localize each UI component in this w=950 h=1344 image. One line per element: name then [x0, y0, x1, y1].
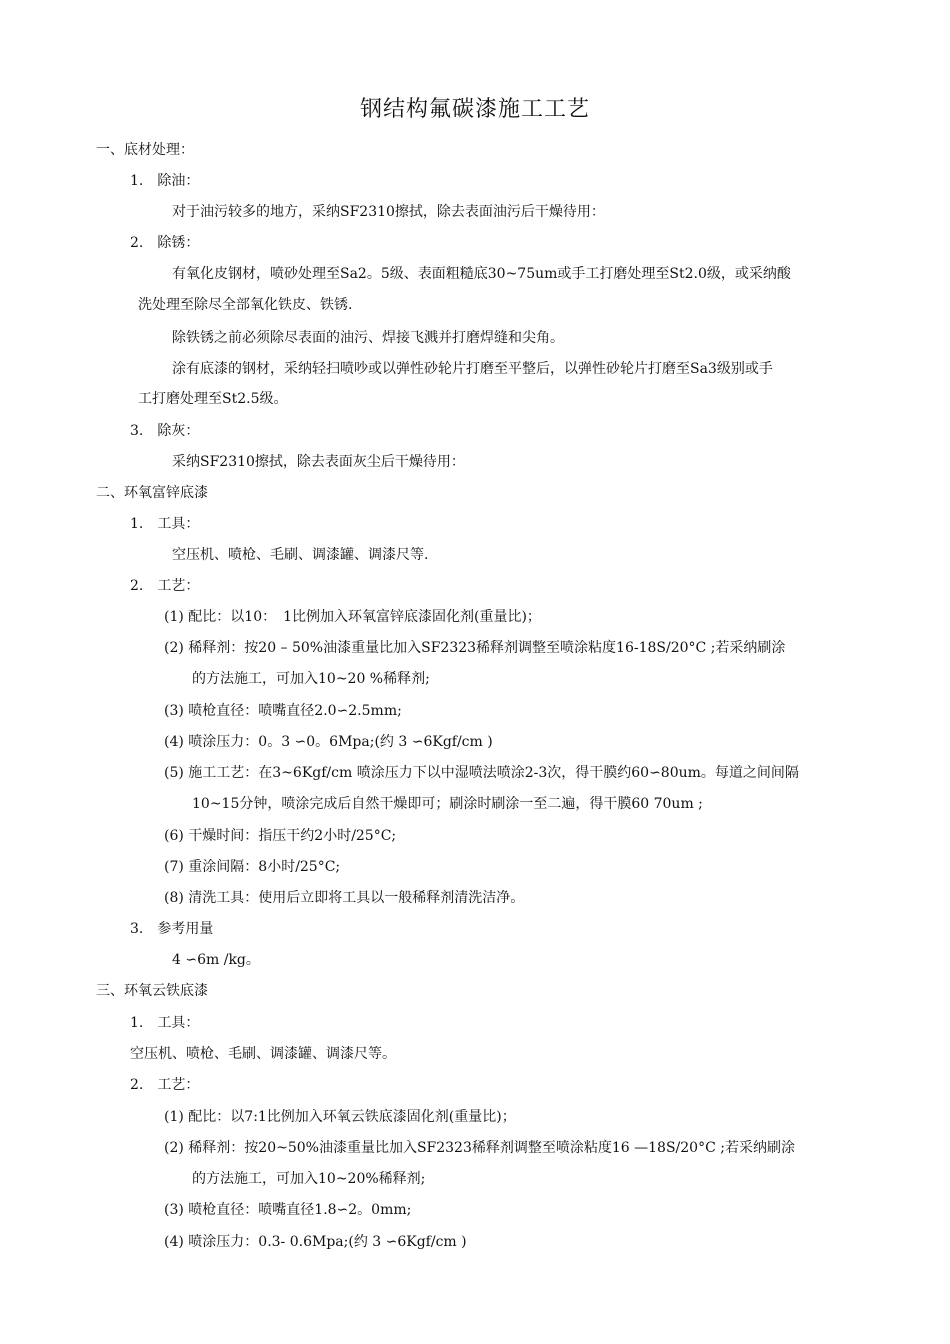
step: (8) 清洗工具：使用后立即将工具以一般稀释剂清洗洁净。 [164, 890, 525, 906]
step: (1) 配比：以7:1比例加入环氧云铁底漆固化剂(重量比)； [164, 1109, 516, 1125]
step: (4) 喷涂压力：0.3- 0.6Mpa;(约 3 ∽6Kgf/cm ) [164, 1234, 467, 1250]
paragraph: 除铁锈之前必须除尽表面的油污、焊接飞溅并打磨焊缝和尖角。 [172, 330, 564, 346]
step: (6) 干燥时间：指压干约2小时/25°C; [164, 828, 397, 844]
item-label: 3. 除灰： [130, 423, 200, 439]
paragraph: 空压机、喷枪、毛刷、调漆罐、调漆尺等。 [130, 1046, 396, 1062]
step: (2) 稀释剂：按20~50%油漆重量比加入SF2323稀释剂调整至喷涂粘度16 —18S/20°C ;若采纳刷涂 [164, 1140, 795, 1156]
step: 的方法施工，可加入10~20%稀释剂; [192, 1171, 426, 1187]
section-heading: 二、环氧富锌底漆 [96, 485, 208, 501]
step: (7) 重涂间隔：8小时/25°C; [164, 859, 341, 875]
paragraph: 有氧化皮钢材，喷砂处理至Sa2。5级、表面粗糙底30~75um或手工打磨处理至St2.0级，或采纳酸 [172, 266, 791, 282]
paragraph: 对于油污较多的地方，采纳SF2310擦拭，除去表面油污后干燥待用： [172, 204, 605, 220]
paragraph: 采纳SF2310擦拭，除去表面灰尘后干燥待用： [172, 454, 465, 470]
step: (4) 喷涂压力：0。3 ∽0。6Mpa;(约 3 ∽6Kgf/cm ) [164, 734, 493, 750]
item-label: 2. 除锈： [130, 235, 200, 251]
step: (3) 喷枪直径：喷嘴直径2.0∽2.5mm; [164, 703, 402, 719]
step: (5) 施工工艺：在3~6Kgf/cm 喷涂压力下以中湿喷法喷涂2-3次，得干膜约60∽80um。每道之间间隔 [164, 765, 799, 781]
item-label: 3. 参考用量 [130, 921, 214, 937]
step: (2) 稀释剂：按20 – 50%油漆重量比加入SF2323稀释剂调整至喷涂粘度16-18S/20°C ;若采纳刷涂 [164, 640, 786, 656]
paragraph: 空压机、喷枪、毛刷、调漆罐、调漆尺等. [172, 547, 429, 563]
step: 10~15分钟，喷涂完成后自然干燥即可；刷涂时刷涂一至二遍，得干膜60 70um ; [192, 796, 703, 812]
step: (1) 配比：以10： 1比例加入环氧富锌底漆固化剂(重量比)； [164, 609, 541, 625]
item-label: 1. 除油： [130, 173, 200, 189]
page-title: 钢结构氟碳漆施工工艺 [359, 97, 590, 122]
paragraph: 洗处理至除尽全部氧化铁皮、铁锈. [138, 297, 353, 313]
paragraph: 涂有底漆的钢材，采纳轻扫喷吵或以弹性砂轮片打磨至平整后，以弹性砂轮片打磨至Sa3级别或手 [172, 361, 773, 377]
step: (3) 喷枪直径：喷嘴直径1.8∽2。0mm; [164, 1202, 412, 1218]
section-heading: 一、底材处理： [96, 142, 194, 158]
item-label: 1. 工具： [130, 516, 200, 532]
paragraph: 4 ∽6m /kg。 [172, 952, 260, 968]
item-label: 1. 工具： [130, 1015, 200, 1031]
section-heading: 三、环氧云铁底漆 [96, 983, 208, 999]
item-label: 2. 工艺： [130, 1077, 200, 1093]
item-label: 2. 工艺： [130, 578, 200, 594]
paragraph: 工打磨处理至St2.5级。 [138, 391, 288, 407]
step: 的方法施工，可加入10~20 %稀释剂; [192, 671, 430, 687]
